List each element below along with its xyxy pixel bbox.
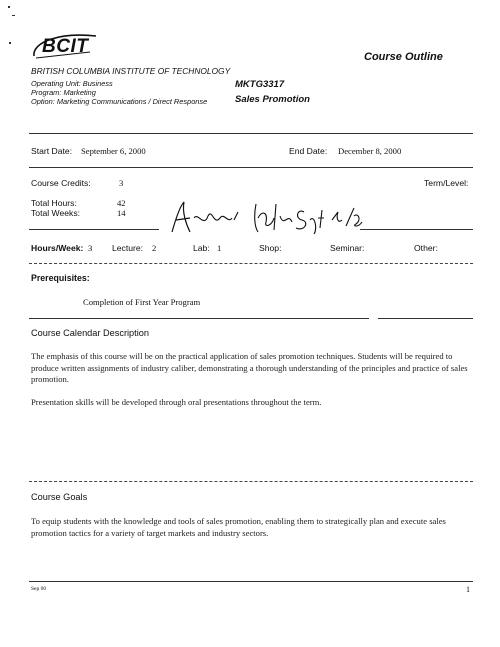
institute-name: BRITISH COLUMBIA INSTITUTE OF TECHNOLOGY (31, 66, 231, 76)
shop-label: Shop: (259, 243, 282, 253)
goals-heading: Course Goals (31, 492, 88, 502)
total-weeks-value: 14 (117, 208, 126, 218)
weekly-divider (29, 263, 473, 264)
footer-date: Sep 00 (31, 586, 47, 592)
total-weeks-label: Total Weeks: (31, 208, 81, 218)
scan-mark (9, 42, 11, 44)
signature-icon (168, 198, 368, 238)
scan-mark (12, 15, 15, 16)
course-code: MKTG3317 (235, 79, 285, 90)
hours-week-value: 3 (88, 243, 93, 253)
other-label: Other: (414, 243, 438, 253)
hours-divider-right (360, 229, 473, 230)
doc-type-title: Course Outline (364, 51, 443, 63)
logo-text: BCIT (42, 36, 89, 57)
prerequisites-text: Completion of First Year Program (83, 297, 201, 307)
seminar-label: Seminar: (330, 243, 365, 253)
calendar-heading: Course Calendar Description (31, 328, 149, 338)
lecture-value: 2 (152, 243, 157, 253)
end-date-value: December 8, 2000 (338, 146, 402, 156)
start-date-label: Start Date: (31, 146, 73, 156)
calendar-paragraph-2: Presentation skills will be developed through oral presentations throughout the term. (31, 397, 322, 407)
lab-value: 1 (217, 243, 222, 253)
calendar-paragraph-1: The emphasis of this course will be on the practical application of sales promotion techniques. Students will be required to produce written assignments of industry caliber, demonstrating a thorough understanding of the principles and practice of sales promotion. (31, 351, 468, 384)
calendar-divider (29, 481, 473, 482)
term-level-label: Term/Level: (424, 178, 469, 188)
approval-signature (168, 198, 368, 238)
program: Program: Marketing (31, 88, 96, 97)
credits-label: Course Credits: (31, 178, 91, 188)
footer-divider (29, 581, 473, 582)
dates-divider (29, 167, 473, 168)
operating-unit: Operating Unit: Business (31, 79, 113, 88)
bcit-logo (30, 30, 102, 62)
lab-label: Lab: (193, 243, 210, 253)
total-hours-label: Total Hours: (31, 198, 77, 208)
header-divider (29, 133, 473, 134)
prerequisites-heading: Prerequisites: (31, 273, 90, 283)
page-number: 1 (466, 585, 470, 594)
total-hours-value: 42 (117, 198, 126, 208)
hours-divider (29, 229, 159, 230)
prereq-divider (29, 318, 369, 319)
credits-value: 3 (119, 178, 124, 188)
scan-mark (8, 6, 10, 8)
course-title: Sales Promotion (235, 94, 310, 105)
start-date-value: September 6, 2000 (81, 146, 146, 156)
hours-week-label: Hours/Week: (31, 243, 84, 253)
prereq-divider-right (378, 318, 473, 319)
goals-text: To equip students with the knowledge and tools of sales promotion, enabling them to strategically plan and execute sales promotion tactics for a variety of target markets and industry sectors. (31, 516, 446, 538)
lecture-label: Lecture: (112, 243, 144, 253)
end-date-label: End Date: (289, 146, 328, 156)
option: Option: Marketing Communications / Direct Response (31, 97, 208, 106)
